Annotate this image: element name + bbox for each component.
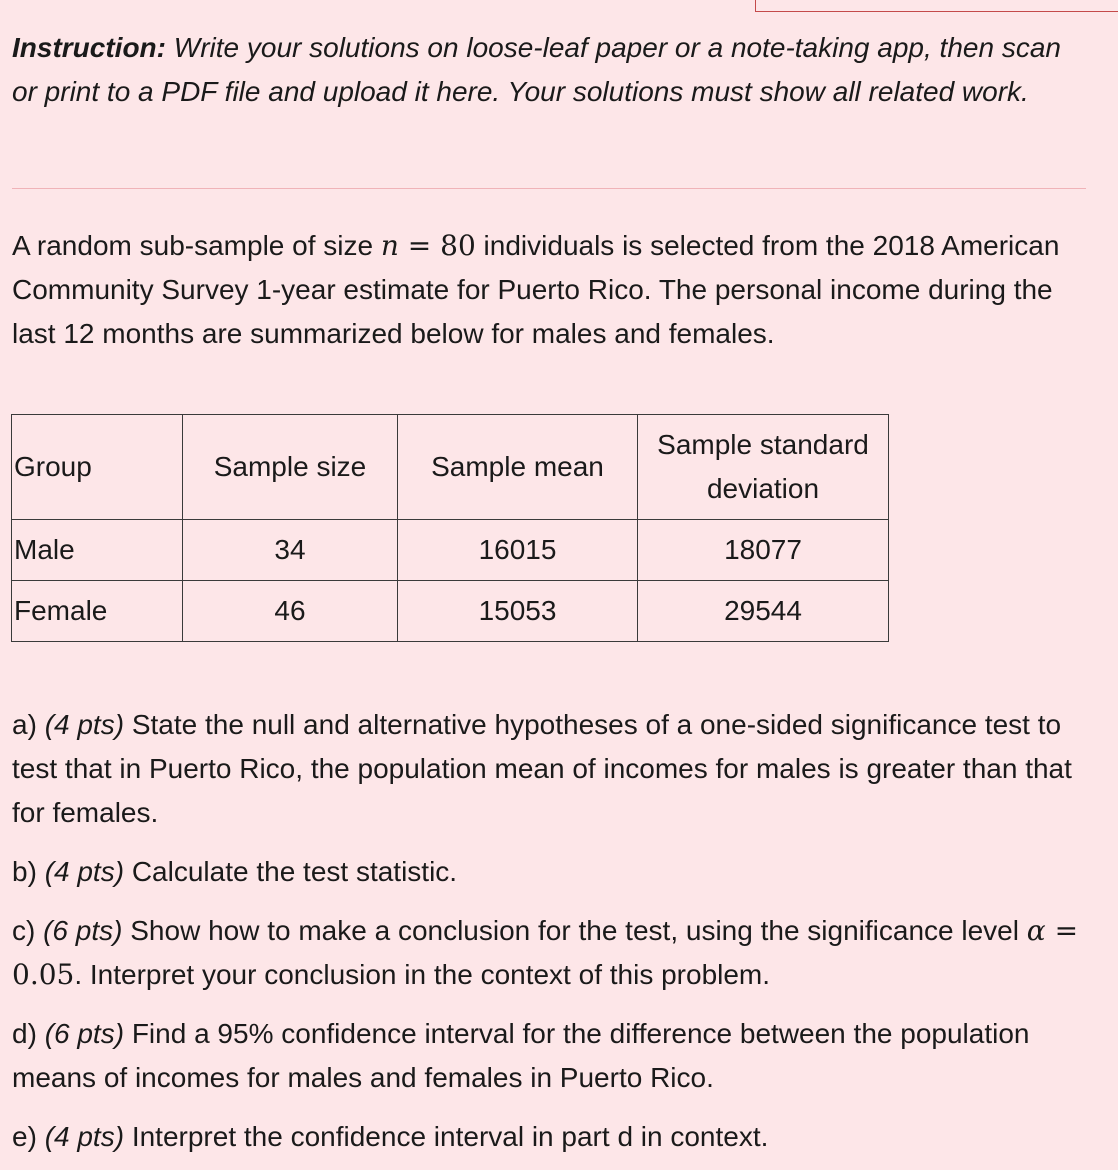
math-variable-n: n — [380, 229, 399, 262]
question-text: Find a 95% confidence interval for the difference between the population means of incomes for males and females in Puerto Rico. — [12, 1018, 1030, 1093]
top-tab-border — [755, 0, 1118, 12]
question-points: (4 pts) — [44, 709, 125, 740]
cell-sample-sd: 29544 — [638, 581, 889, 642]
question-text: Calculate the test statistic. — [124, 856, 458, 887]
question-prefix: e) — [12, 1121, 45, 1152]
cell-sample-mean: 15053 — [398, 581, 638, 642]
section-divider — [12, 188, 1086, 189]
question-text-continued: . Interpret your conclusion in the context of this problem. — [74, 959, 771, 990]
question-text: Show how to make a conclusion for the test, using the significance level — [122, 915, 1027, 946]
question-prefix: b) — [12, 856, 45, 887]
question-points: (6 pts) — [44, 1018, 125, 1049]
question-prefix: d) — [12, 1018, 45, 1049]
header-sample-sd: Sample standard deviation — [638, 415, 889, 520]
instruction-label: Instruction: — [12, 32, 166, 63]
summary-table — [11, 414, 889, 642]
question-prefix: c) — [12, 915, 44, 946]
intro-text-2: individuals is selected from the 2018 American Community Survey 1-year estimate for Puerto Rico. The personal income during the last 12 months are summarized below for males and females. — [12, 230, 1060, 349]
table-row — [12, 581, 889, 642]
intro-text-1: A random sub-sample of size — [12, 230, 381, 261]
cell-sample-size: 46 — [183, 581, 398, 642]
header-group: Group — [12, 415, 183, 520]
math-variable-alpha: α — [1026, 914, 1046, 947]
cell-sample-mean: 16015 — [398, 520, 638, 581]
question-prefix: a) — [12, 709, 45, 740]
header-sample-size: Sample size — [183, 415, 398, 520]
problem-intro — [12, 224, 1082, 356]
instruction-text: Write your solutions on loose-leaf paper or a note-taking app, then scan or print to a PDF file and upload it here. Your solutions must show all related work. — [12, 32, 1061, 107]
math-equals-80: = 80 — [398, 229, 476, 262]
table-row — [12, 520, 889, 581]
table-header-row — [12, 415, 889, 520]
question-points: (4 pts) — [44, 856, 125, 887]
header-sample-mean: Sample mean — [398, 415, 638, 520]
question-text: State the null and alternative hypotheses of a one-sided significance test to test that in Puerto Rico, the population mean of incomes for males is greater than that for females. — [12, 709, 1072, 828]
question-points: (4 pts) — [44, 1121, 125, 1152]
question-b — [12, 850, 1102, 894]
cell-group: Female — [12, 581, 183, 642]
question-e — [12, 1115, 1102, 1159]
cell-group: Male — [12, 520, 183, 581]
question-a — [12, 703, 1102, 835]
question-points: (6 pts) — [43, 915, 123, 946]
instruction-block — [12, 26, 1072, 114]
question-c — [12, 909, 1102, 997]
questions-list — [12, 703, 1102, 1170]
question-text: Interpret the confidence interval in part d in context. — [124, 1121, 769, 1152]
cell-sample-sd: 18077 — [638, 520, 889, 581]
cell-sample-size: 34 — [183, 520, 398, 581]
question-d — [12, 1012, 1102, 1100]
math-equals-alpha-value: = 0.05 — [12, 914, 1079, 991]
